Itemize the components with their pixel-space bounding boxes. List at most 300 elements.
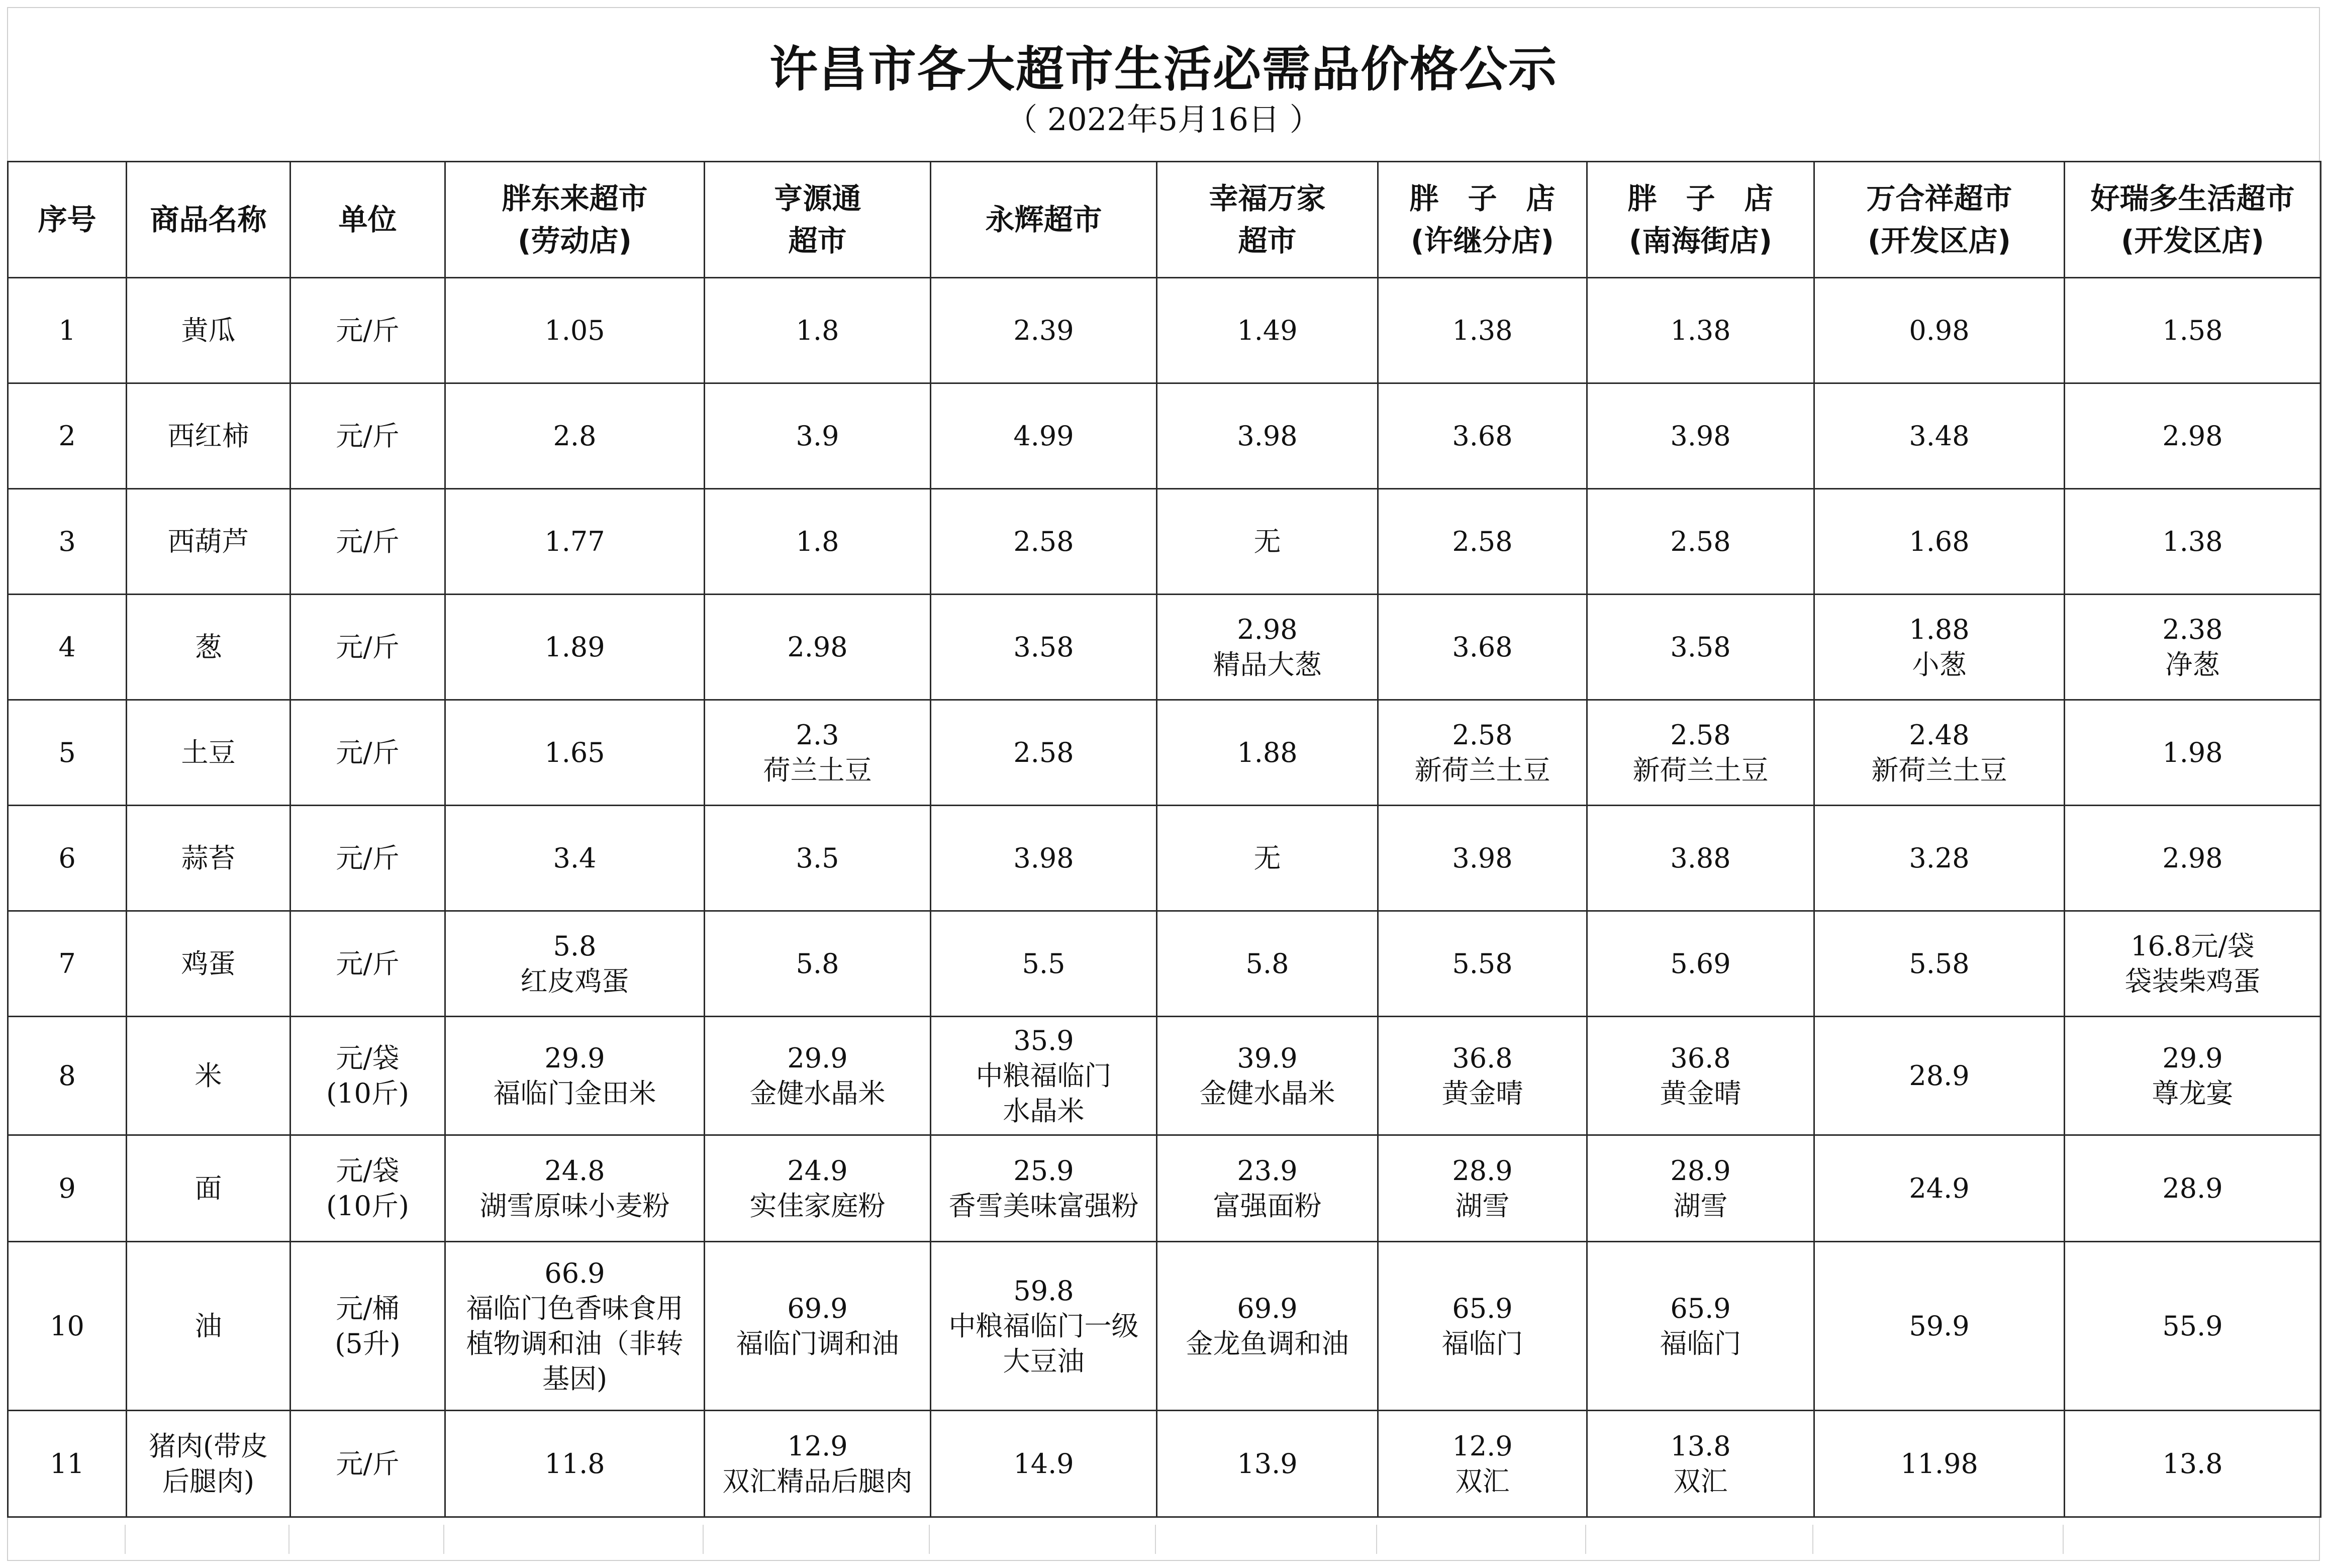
cell-text-line: 4 — [58, 631, 76, 663]
cell-text-line: 精品大葱 — [1213, 648, 1322, 680]
cell-text-line: 3.5 — [796, 842, 839, 874]
cell-col-product-name — [127, 806, 290, 911]
cell-text-line: 5.58 — [1909, 947, 1970, 979]
cell-text-line: 双汇 — [1455, 1465, 1510, 1497]
cell-text-line: 米 — [195, 1059, 222, 1092]
header-col-pangdonglai — [445, 162, 705, 278]
cell-text-line: 6 — [58, 842, 76, 874]
cell-text-line: 1.88 — [1237, 736, 1298, 768]
cell-text-line: 2.3 — [796, 719, 839, 751]
cell-col-yonghui — [931, 595, 1157, 700]
cell-text-line: 5.8 — [796, 947, 839, 979]
cell-text-line: 3.58 — [1670, 631, 1731, 663]
cell-text-line: 1.65 — [544, 736, 605, 768]
cell-col-haoruiduo — [2065, 278, 2321, 383]
cell-col-pangdonglai — [445, 1242, 705, 1411]
cell-col-xingfuwanjia — [1157, 595, 1378, 700]
cell-col-xingfuwanjia — [1157, 911, 1378, 1017]
header-col-pangzi-nanhaijie — [1587, 162, 1814, 278]
cell-col-index — [8, 1135, 127, 1242]
cell-text-line: 元/斤 — [336, 1447, 400, 1480]
cell-col-product-name — [127, 1411, 290, 1517]
cell-text-line: 福临门 — [1441, 1327, 1523, 1359]
table-row — [8, 1135, 2321, 1242]
cell-col-hengyuantong — [705, 1411, 931, 1517]
cell-text-line: 大豆油 — [1003, 1345, 1085, 1377]
cell-col-yonghui — [931, 1411, 1157, 1517]
cell-col-pangzi-nanhaijie — [1587, 1135, 1814, 1242]
cell-col-hengyuantong — [705, 1017, 931, 1135]
cell-text-line: 1.77 — [544, 525, 605, 557]
cell-col-hengyuantong — [705, 1135, 931, 1242]
cell-col-haoruiduo — [2065, 595, 2321, 700]
cell-text-line: 面 — [195, 1172, 222, 1204]
cell-text-line: 元/斤 — [336, 631, 400, 663]
cell-text-line: 29.9 — [544, 1042, 605, 1074]
cell-col-pangzi-nanhaijie — [1587, 1242, 1814, 1411]
empty-sheet-row — [7, 1525, 2320, 1554]
cell-col-xingfuwanjia — [1157, 700, 1378, 806]
table-row — [8, 383, 2321, 489]
cell-text-line: 福临门金田米 — [493, 1077, 656, 1109]
cell-col-hengyuantong — [705, 1242, 931, 1411]
cell-text-line: 2.58 — [1452, 719, 1513, 751]
cell-col-product-name — [127, 700, 290, 806]
cell-text-line: 65.9 — [1452, 1292, 1513, 1324]
cell-text-line: 福临门调和油 — [736, 1327, 899, 1359]
cell-col-pangdonglai — [445, 911, 705, 1017]
cell-text-line: 2.58 — [1013, 525, 1074, 557]
cell-text-line: 无 — [1253, 525, 1281, 557]
cell-text-line: 1.8 — [796, 314, 839, 346]
cell-col-yonghui — [931, 489, 1157, 595]
cell-col-yonghui — [931, 278, 1157, 383]
cell-col-pangdonglai — [445, 1017, 705, 1135]
cell-text-line: 3.58 — [1013, 631, 1074, 663]
cell-col-haoruiduo — [2065, 1411, 2321, 1517]
cell-col-unit — [290, 489, 445, 595]
cell-col-pangzi-xuji — [1378, 383, 1587, 489]
cell-text-line: 28.9 — [1909, 1059, 1970, 1092]
cell-text-line: 植物调和油（非转 — [466, 1327, 684, 1359]
cell-text-line: 1.8 — [796, 525, 839, 557]
cell-text-line: 香雪美味富强粉 — [948, 1190, 1139, 1222]
header-label-line: 亨源通 — [773, 181, 861, 216]
cell-col-pangdonglai — [445, 1135, 705, 1242]
cell-text-line: 小葱 — [1912, 648, 1967, 680]
header-label-line: 胖东来超市 — [502, 181, 648, 216]
cell-col-pangzi-xuji — [1378, 700, 1587, 806]
header-label-line: (许继分店) — [1410, 224, 1555, 258]
cell-text-line: 2.39 — [1013, 314, 1074, 346]
cell-col-pangzi-nanhaijie — [1587, 278, 1814, 383]
cell-col-pangzi-nanhaijie — [1587, 1411, 1814, 1517]
cell-text-line: 西红柿 — [167, 420, 249, 452]
cell-text-line: (10斤) — [326, 1077, 409, 1109]
cell-text-line: 5 — [58, 736, 76, 768]
cell-col-index — [8, 489, 127, 595]
cell-col-wanhexiang — [1814, 911, 2065, 1017]
cell-col-hengyuantong — [705, 383, 931, 489]
cell-text-line: 1 — [58, 314, 76, 346]
cell-text-line: 基因) — [542, 1362, 608, 1395]
cell-text-line: 2.8 — [553, 420, 597, 452]
page-title: 许昌市各大超市生活必需品价格公示 — [769, 41, 1558, 97]
cell-col-unit — [290, 383, 445, 489]
cell-text-line: 29.9 — [2162, 1042, 2223, 1074]
cell-col-pangzi-xuji — [1378, 595, 1587, 700]
cell-col-pangzi-xuji — [1378, 1411, 1587, 1517]
cell-col-xingfuwanjia — [1157, 806, 1378, 911]
cell-text-line: 3.9 — [796, 420, 839, 452]
cell-text-line: 无 — [1253, 842, 1281, 874]
cell-col-xingfuwanjia — [1157, 489, 1378, 595]
cell-col-haoruiduo — [2065, 911, 2321, 1017]
cell-text-line: 净葱 — [2165, 648, 2220, 680]
cell-text-line: 3.68 — [1452, 420, 1513, 452]
cell-text-line: 元/斤 — [336, 314, 400, 346]
cell-text-line: 福临门色香味食用 — [466, 1292, 684, 1324]
cell-text-line: 69.9 — [1237, 1292, 1298, 1324]
cell-text-line: 28.9 — [2162, 1172, 2223, 1204]
cell-text-line: 24.8 — [544, 1154, 605, 1187]
header-label-line: 超市 — [1238, 224, 1297, 258]
cell-text-line: 荷兰土豆 — [763, 754, 872, 786]
cell-text-line: 36.8 — [1452, 1042, 1513, 1074]
cell-text-line: 双汇精品后腿肉 — [722, 1465, 913, 1497]
header-label-line: (劳动店) — [517, 224, 632, 258]
cell-col-unit — [290, 595, 445, 700]
cell-text-line: 5.8 — [1245, 947, 1289, 979]
cell-text-line: 1.38 — [1670, 314, 1731, 346]
cell-text-line: 35.9 — [1013, 1024, 1074, 1056]
cell-col-pangdonglai — [445, 1411, 705, 1517]
table-header-row — [8, 162, 2321, 278]
cell-col-xingfuwanjia — [1157, 1017, 1378, 1135]
cell-col-pangzi-nanhaijie — [1587, 1017, 1814, 1135]
cell-col-index — [8, 383, 127, 489]
cell-col-hengyuantong — [705, 700, 931, 806]
cell-text-line: 5.58 — [1452, 947, 1513, 979]
cell-text-line: 0.98 — [1909, 314, 1970, 346]
page-subtitle-date: （ 2022年5月16日 ） — [1006, 101, 1321, 138]
cell-text-line: 2.58 — [1452, 525, 1513, 557]
cell-col-wanhexiang — [1814, 1411, 2065, 1517]
cell-text-line: 富强面粉 — [1213, 1190, 1322, 1222]
header-col-haoruiduo — [2065, 162, 2321, 278]
cell-col-hengyuantong — [705, 278, 931, 383]
cell-text-line: 3.48 — [1909, 420, 1970, 452]
cell-text-line: 59.8 — [1013, 1275, 1074, 1307]
cell-text-line: 1.98 — [2162, 736, 2223, 768]
header-col-yonghui — [931, 162, 1157, 278]
cell-text-line: 11.8 — [544, 1447, 605, 1480]
cell-col-yonghui — [931, 1242, 1157, 1411]
cell-text-line: 湖雪 — [1673, 1190, 1728, 1222]
cell-text-line: 双汇 — [1673, 1465, 1728, 1497]
cell-col-pangzi-nanhaijie — [1587, 700, 1814, 806]
cell-text-line: 2 — [58, 420, 76, 452]
cell-text-line: 湖雪 — [1455, 1190, 1510, 1222]
table-row — [8, 1017, 2321, 1135]
cell-col-pangzi-nanhaijie — [1587, 595, 1814, 700]
header-label-line: 胖 子 店 — [1409, 181, 1556, 216]
cell-text-line: 黄金晴 — [1660, 1077, 1741, 1109]
cell-text-line: 24.9 — [787, 1154, 848, 1187]
cell-text-line: 13.8 — [1670, 1430, 1731, 1462]
cell-text-line: 1.49 — [1237, 314, 1298, 346]
header-label-line: 商品名称 — [150, 203, 267, 237]
cell-col-product-name — [127, 1242, 290, 1411]
cell-col-wanhexiang — [1814, 383, 2065, 489]
cell-text-line: 元/斤 — [336, 525, 400, 557]
cell-text-line: 3.98 — [1013, 842, 1074, 874]
cell-col-yonghui — [931, 806, 1157, 911]
table-row — [8, 911, 2321, 1017]
cell-col-haoruiduo — [2065, 1135, 2321, 1242]
cell-col-haoruiduo — [2065, 1017, 2321, 1135]
cell-text-line: 金龙鱼调和油 — [1186, 1327, 1349, 1359]
header-label-line: (开发区店) — [2120, 224, 2265, 258]
table-row — [8, 489, 2321, 595]
cell-col-product-name — [127, 383, 290, 489]
cell-text-line: 1.58 — [2162, 314, 2223, 346]
cell-text-line: 1.88 — [1909, 613, 1970, 645]
table-row — [8, 1411, 2321, 1517]
cell-col-pangzi-xuji — [1378, 1242, 1587, 1411]
header-label-line: 永辉超市 — [985, 203, 1102, 237]
cell-text-line: 36.8 — [1670, 1042, 1731, 1074]
cell-text-line: 3.98 — [1452, 842, 1513, 874]
cell-text-line: 金健水晶米 — [1199, 1077, 1335, 1109]
cell-col-unit — [290, 806, 445, 911]
cell-col-pangzi-xuji — [1378, 1135, 1587, 1242]
cell-text-line: 猪肉(带皮 — [148, 1430, 268, 1462]
cell-text-line: 红皮鸡蛋 — [520, 965, 629, 997]
cell-col-xingfuwanjia — [1157, 1135, 1378, 1242]
price-table — [7, 161, 2321, 1518]
cell-text-line: 23.9 — [1237, 1154, 1298, 1187]
cell-text-line: 16.8元/袋 — [2130, 930, 2255, 962]
cell-text-line: 3.68 — [1452, 631, 1513, 663]
cell-text-line: 1.68 — [1909, 525, 1970, 557]
cell-col-wanhexiang — [1814, 806, 2065, 911]
header-col-xingfuwanjia — [1157, 162, 1378, 278]
cell-col-pangzi-nanhaijie — [1587, 489, 1814, 595]
header-col-hengyuantong — [705, 162, 931, 278]
header-col-unit — [290, 162, 445, 278]
cell-text-line: 12.9 — [1452, 1430, 1513, 1462]
cell-col-yonghui — [931, 1017, 1157, 1135]
cell-col-product-name — [127, 911, 290, 1017]
cell-text-line: 13.9 — [1237, 1447, 1298, 1480]
cell-col-yonghui — [931, 383, 1157, 489]
cell-col-pangzi-nanhaijie — [1587, 383, 1814, 489]
cell-text-line: 65.9 — [1670, 1292, 1731, 1324]
cell-text-line: 8 — [58, 1059, 76, 1092]
cell-col-haoruiduo — [2065, 700, 2321, 806]
cell-col-product-name — [127, 278, 290, 383]
cell-col-product-name — [127, 1135, 290, 1242]
cell-text-line: 黄金晴 — [1441, 1077, 1523, 1109]
cell-text-line: 2.58 — [1670, 525, 1731, 557]
cell-text-line: 西葫芦 — [167, 525, 249, 557]
cell-col-yonghui — [931, 1135, 1157, 1242]
header-col-wanhexiang — [1814, 162, 2065, 278]
cell-text-line: 13.8 — [2162, 1447, 2223, 1480]
cell-col-unit — [290, 1135, 445, 1242]
cell-col-xingfuwanjia — [1157, 278, 1378, 383]
cell-text-line: 3.98 — [1670, 420, 1731, 452]
cell-col-hengyuantong — [705, 911, 931, 1017]
cell-col-unit — [290, 1411, 445, 1517]
cell-text-line: (10斤) — [326, 1190, 409, 1222]
cell-col-hengyuantong — [705, 806, 931, 911]
cell-col-pangzi-nanhaijie — [1587, 806, 1814, 911]
cell-col-pangzi-xuji — [1378, 911, 1587, 1017]
header-label-line: (开发区店) — [1867, 224, 2011, 258]
cell-col-unit — [290, 278, 445, 383]
cell-text-line: 4.99 — [1013, 420, 1074, 452]
cell-text-line: 66.9 — [544, 1257, 605, 1289]
header-label-line: 序号 — [38, 203, 96, 237]
cell-text-line: 2.98 — [1237, 613, 1298, 645]
cell-text-line: 尊龙宴 — [2152, 1077, 2234, 1109]
cell-text-line: 10 — [50, 1310, 84, 1342]
cell-text-line: 24.9 — [1909, 1172, 1970, 1204]
header-col-pangzi-xuji — [1378, 162, 1587, 278]
cell-text-line: 后腿肉) — [162, 1465, 255, 1497]
table-row — [8, 595, 2321, 700]
header-label-line: 单位 — [338, 203, 397, 237]
cell-text-line: 55.9 — [2162, 1310, 2223, 1342]
header-label-line: (南海街店) — [1628, 224, 1773, 258]
cell-text-line: 葱 — [195, 631, 222, 663]
cell-col-index — [8, 595, 127, 700]
cell-col-unit — [290, 700, 445, 806]
cell-col-pangzi-xuji — [1378, 489, 1587, 595]
cell-col-hengyuantong — [705, 595, 931, 700]
cell-text-line: 金健水晶米 — [749, 1077, 886, 1109]
cell-text-line: 2.98 — [787, 631, 848, 663]
cell-text-line: 69.9 — [787, 1292, 848, 1324]
cell-text-line: 中粮福临门 — [976, 1059, 1112, 1092]
cell-text-line: 湖雪原味小麦粉 — [479, 1190, 670, 1222]
header-label-line: 胖 子 店 — [1627, 181, 1774, 216]
cell-col-xingfuwanjia — [1157, 1411, 1378, 1517]
cell-text-line: 7 — [58, 947, 76, 979]
cell-text-line: 11 — [50, 1447, 84, 1480]
cell-text-line: 元/桶 — [336, 1292, 400, 1324]
cell-col-index — [8, 1411, 127, 1517]
cell-col-unit — [290, 911, 445, 1017]
cell-text-line: 1.38 — [1452, 314, 1513, 346]
cell-col-hengyuantong — [705, 489, 931, 595]
cell-text-line: 元/斤 — [336, 736, 400, 768]
header-label-line: 好瑞多生活超市 — [2090, 181, 2295, 216]
cell-text-line: 1.89 — [544, 631, 605, 663]
cell-col-product-name — [127, 1017, 290, 1135]
cell-col-wanhexiang — [1814, 1135, 2065, 1242]
cell-col-index — [8, 1242, 127, 1411]
cell-text-line: 土豆 — [181, 736, 236, 768]
cell-text-line: 59.9 — [1909, 1310, 1970, 1342]
cell-text-line: 袋装柴鸡蛋 — [2124, 965, 2261, 997]
cell-text-line: 11.98 — [1900, 1447, 1978, 1480]
cell-col-index — [8, 806, 127, 911]
cell-col-pangdonglai — [445, 595, 705, 700]
cell-text-line: 3.98 — [1237, 420, 1298, 452]
header-col-index — [8, 162, 127, 278]
cell-text-line: 福临门 — [1660, 1327, 1741, 1359]
cell-col-wanhexiang — [1814, 489, 2065, 595]
cell-col-xingfuwanjia — [1157, 1242, 1378, 1411]
cell-text-line: 2.98 — [2162, 842, 2223, 874]
cell-text-line: 25.9 — [1013, 1154, 1074, 1187]
header-label-line: 万合祥超市 — [1866, 181, 2012, 216]
cell-col-yonghui — [931, 700, 1157, 806]
table-row — [8, 806, 2321, 911]
cell-text-line: 5.5 — [1022, 947, 1065, 979]
cell-col-haoruiduo — [2065, 489, 2321, 595]
cell-col-haoruiduo — [2065, 806, 2321, 911]
header-label-line: 幸福万家 — [1209, 181, 1326, 216]
cell-col-index — [8, 911, 127, 1017]
cell-text-line: 3 — [58, 525, 76, 557]
cell-text-line: 3.88 — [1670, 842, 1731, 874]
cell-text-line: 水晶米 — [1003, 1095, 1085, 1127]
cell-text-line: 28.9 — [1670, 1154, 1731, 1187]
cell-col-index — [8, 700, 127, 806]
cell-text-line: 3.28 — [1909, 842, 1970, 874]
cell-text-line: 2.38 — [2162, 613, 2223, 645]
cell-col-unit — [290, 1242, 445, 1411]
cell-col-index — [8, 278, 127, 383]
cell-text-line: 29.9 — [787, 1042, 848, 1074]
cell-col-haoruiduo — [2065, 1242, 2321, 1411]
cell-col-pangzi-xuji — [1378, 806, 1587, 911]
cell-col-wanhexiang — [1814, 700, 2065, 806]
cell-text-line: 2.48 — [1909, 719, 1970, 751]
cell-text-line: 中粮福临门一级 — [948, 1310, 1139, 1342]
table-body — [8, 278, 2321, 1517]
cell-text-line: (5升) — [335, 1327, 401, 1359]
cell-text-line: 14.9 — [1013, 1447, 1074, 1480]
cell-col-pangdonglai — [445, 383, 705, 489]
cell-col-pangzi-xuji — [1378, 278, 1587, 383]
cell-col-unit — [290, 1017, 445, 1135]
cell-col-haoruiduo — [2065, 383, 2321, 489]
header-label-line: 超市 — [788, 224, 847, 258]
cell-text-line: 新荷兰土豆 — [1632, 754, 1769, 786]
cell-text-line: 新荷兰土豆 — [1414, 754, 1550, 786]
cell-text-line: 实佳家庭粉 — [749, 1190, 886, 1222]
cell-text-line: 2.58 — [1670, 719, 1731, 751]
cell-col-product-name — [127, 489, 290, 595]
cell-text-line: 1.05 — [544, 314, 605, 346]
cell-col-pangdonglai — [445, 806, 705, 911]
cell-text-line: 3.4 — [553, 842, 597, 874]
table-row — [8, 700, 2321, 806]
cell-text-line: 黄瓜 — [181, 314, 236, 346]
cell-col-pangdonglai — [445, 489, 705, 595]
cell-col-xingfuwanjia — [1157, 383, 1378, 489]
cell-col-pangzi-nanhaijie — [1587, 911, 1814, 1017]
cell-text-line: 新荷兰土豆 — [1871, 754, 2007, 786]
cell-text-line: 12.9 — [787, 1430, 848, 1462]
cell-text-line: 蒜苔 — [181, 842, 236, 874]
cell-col-wanhexiang — [1814, 1017, 2065, 1135]
